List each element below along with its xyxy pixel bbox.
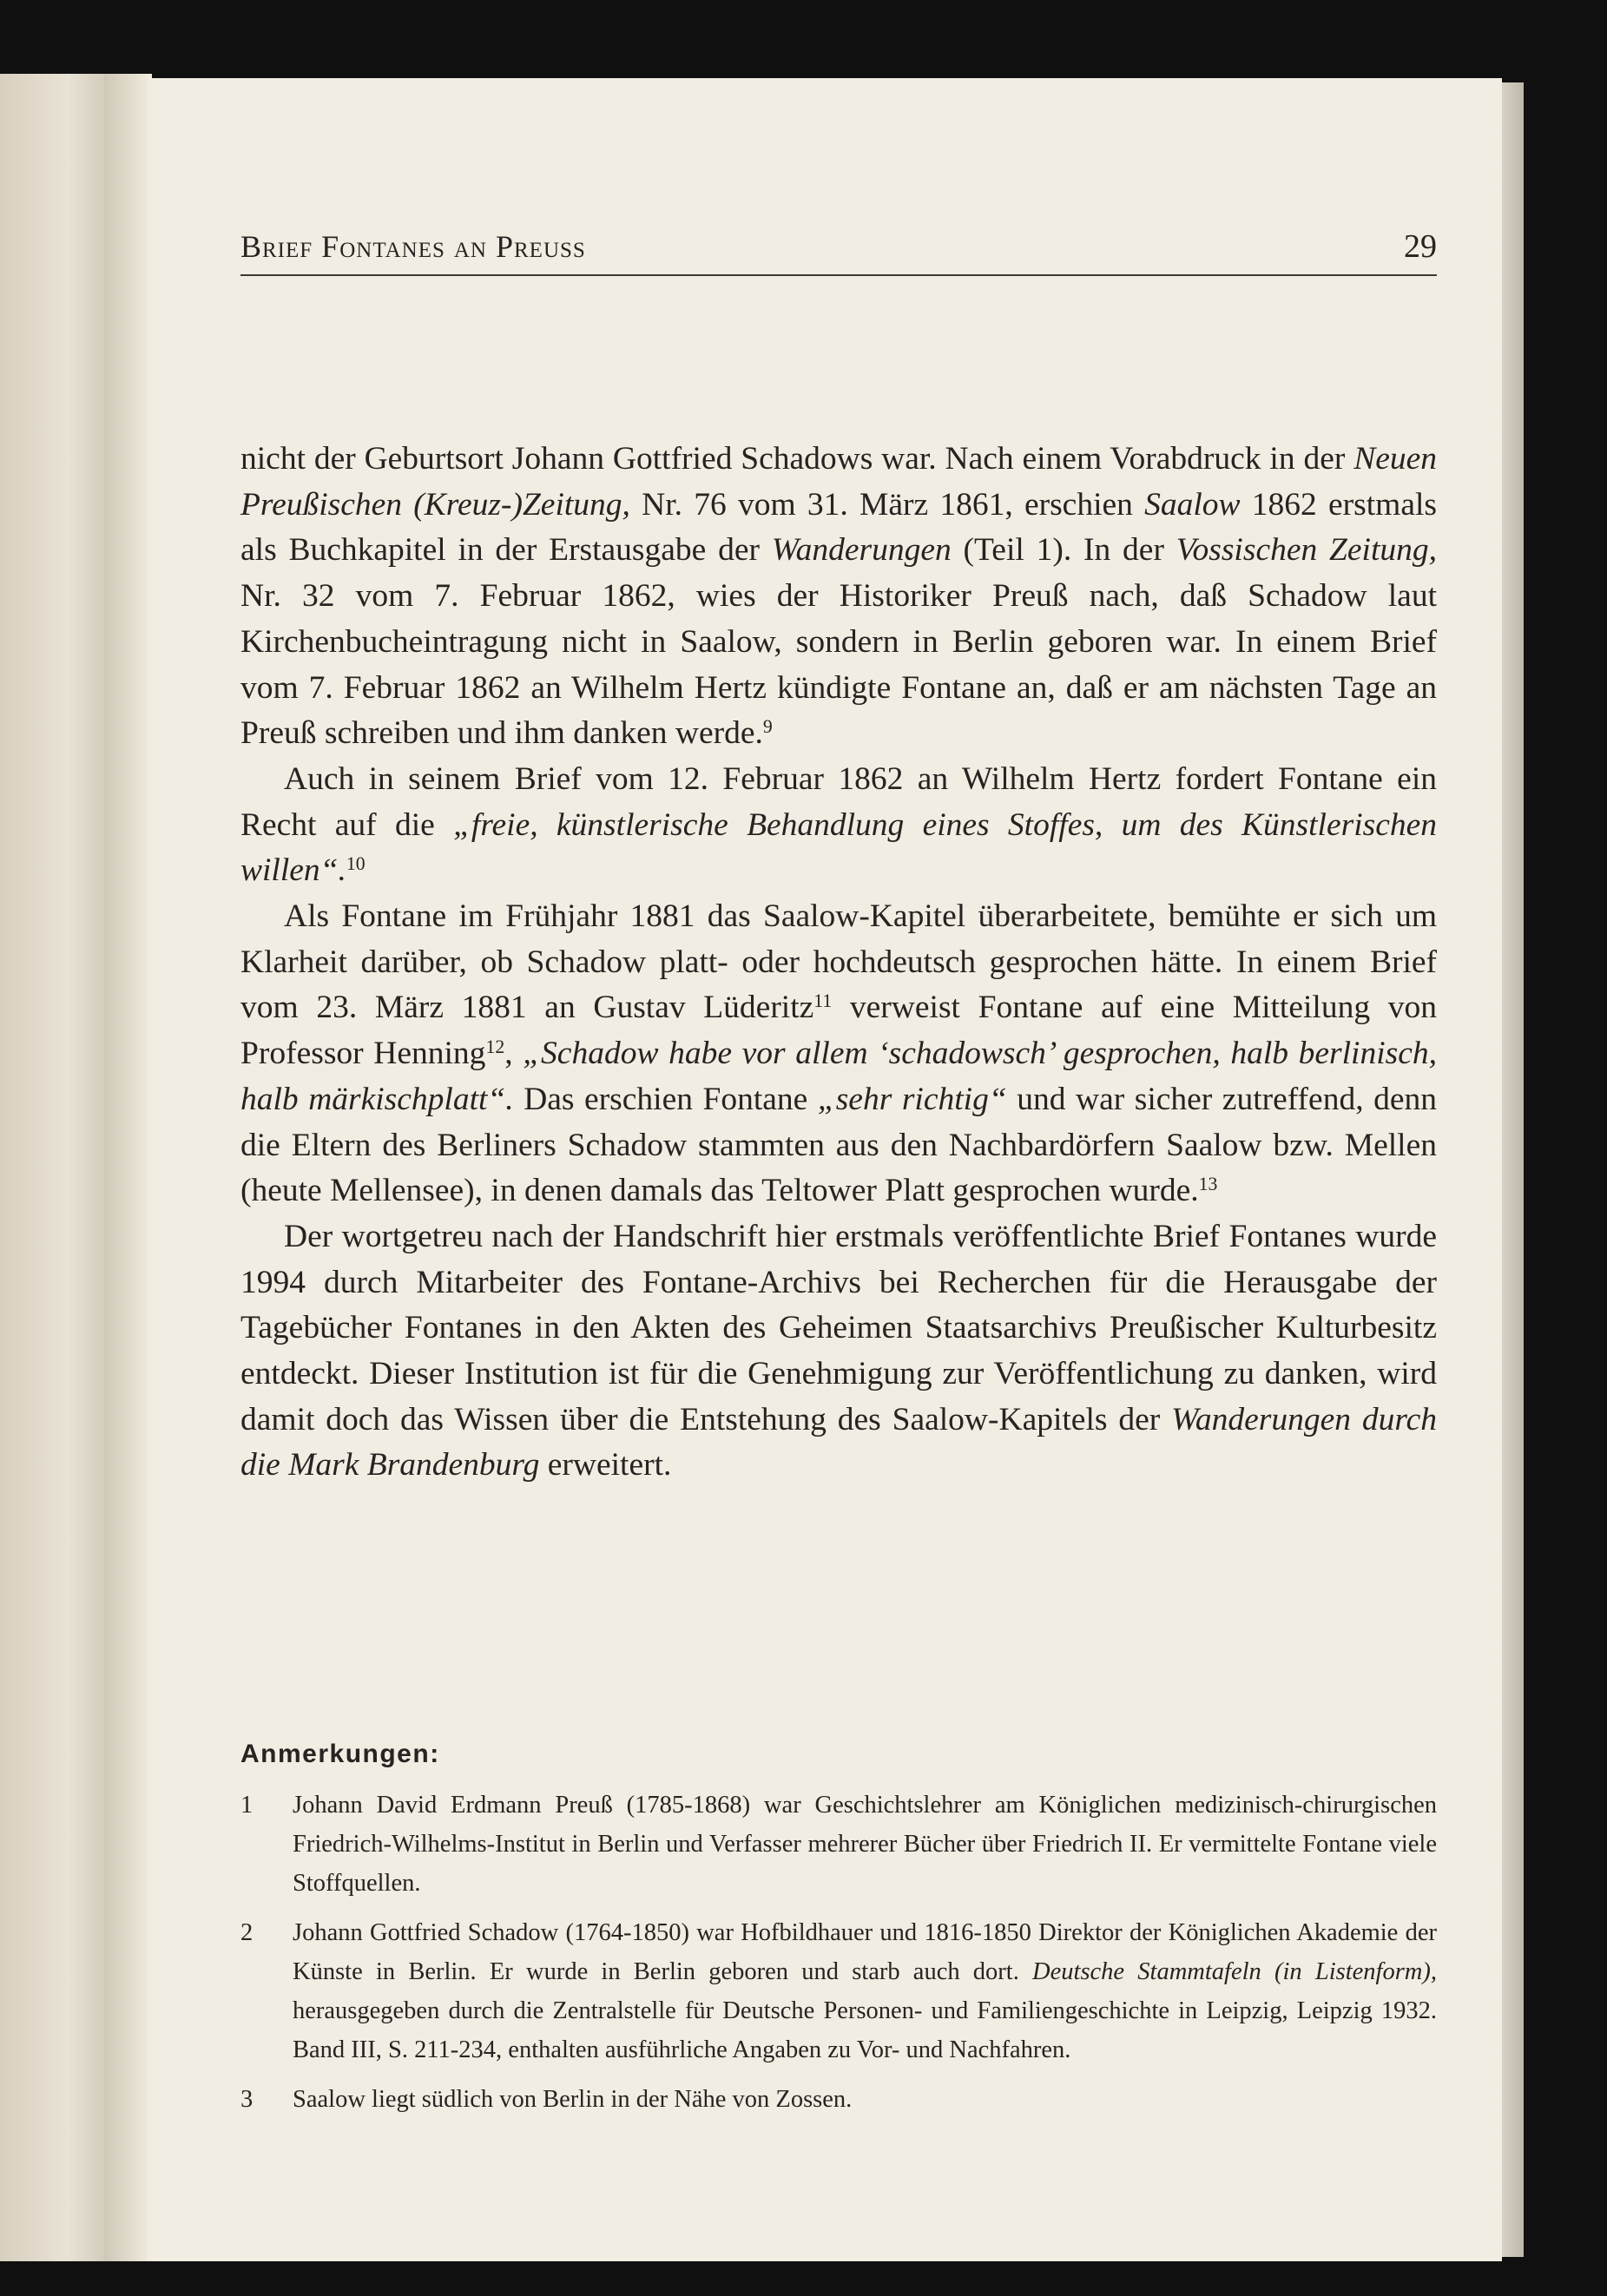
running-header bbox=[240, 219, 1437, 276]
footnote-ref: 13 bbox=[1198, 1174, 1218, 1195]
footnote-ref: 10 bbox=[346, 853, 366, 875]
left-page-edge bbox=[0, 74, 113, 2261]
paragraph-4: Der wortgetreu nach der Handschrift hier erstmals veröffentlichte Brief Fontanes wurde 1994 durch Mitarbeiter des Fontane-Archivs bei Recherchen für die Herausgabe der Tagebücher Fontanes in den Akten des Geheimen Staatsarchivs Preußischer Kulturbesitz entdeckt. Dieser Institution ist für die Genehmigung zur Veröffentlichung zu danken, wird damit doch das Wissen über die Entstehung des Saalow-Kapitels der Wanderungen durch die Mark Brandenburg erweitert. bbox=[240, 1218, 1437, 1484]
footnote-number: 2 bbox=[240, 1919, 254, 1946]
book-page bbox=[148, 78, 1502, 2261]
footnote-ref: 9 bbox=[762, 716, 773, 738]
paragraph-2: Auch in seinem Brief vom 12. Februar 1862 an Wilhelm Hertz fordert Fontane ein Recht auf die „freie, künstlerische Behandlung eines Stoffes, um des Künstlerischen willen“.$^{10}$ bbox=[240, 760, 1437, 889]
footnotes bbox=[240, 1734, 1437, 2129]
footnote-item bbox=[240, 2080, 1437, 2119]
main-text bbox=[240, 437, 1437, 1489]
footnote-text: Johann David Erdmann Preuß (1785-1868) war Geschichtslehrer am Königlichen medizinisch-chirurgischen Friedrich-Wilhelms-Institut in Berlin und Verfasser mehrerer Bücher über Friedrich II. Er vermittelte Fontane viele Stoffquellen. bbox=[293, 1792, 1437, 1897]
footnote-number: 1 bbox=[240, 1792, 254, 1819]
footnote-item bbox=[240, 1913, 1437, 2069]
footnote-ref: 12 bbox=[485, 1036, 505, 1058]
paragraph-1: nicht der Geburtsort Johann Gottfried Schadows war. Nach einem Vorabdruck in der Neuen Preußischen (Kreuz-)Zeitung, Nr. 76 vom 31. März 1861, erschien Saalow 1862 erstmals als Buchkapitel in der Erstausgabe der Wanderungen (Teil 1). In der Vossischen Zeitung, Nr. 32 vom 7. Februar 1862, wies der Historiker Preuß nach, daß Schadow laut Kirchenbucheintragung nicht in Saalow, sondern in Berlin geboren war. In einem Brief vom 7. Februar 1862 an Wilhelm Hertz kündigte Fontane an, daß er am nächsten Tage an Preuß schreiben und ihm danken werde.$^9$ bbox=[240, 441, 1438, 752]
footnote-text: Saalow liegt südlich von Berlin in der Nähe von Zossen. bbox=[293, 2086, 853, 2113]
footnote-ref: 11 bbox=[813, 990, 833, 1012]
footnote-text: Johann Gottfried Schadow (1764-1850) war Hofbildhauer und 1816-1850 Direktor der Königlichen Akademie der Künste in Berlin. Er wurde in Berlin geboren und starb auch dort. Deutsche Stammtafeln (in Listenform), herausgegeben durch die Zentralstelle für Deutsche Personen- und Familiengeschichte in Leipzig, Leipzig 1932. Band III, S. 211-234, enthalten ausführliche Angaben zu Vor- und Nachfahren. bbox=[293, 1919, 1437, 2063]
paragraph-3: Als Fontane im Frühjahr 1881 das Saalow-Kapitel überarbeitete, bemühte er sich um Klarheit darüber, ob Schadow platt- oder hochdeutsch gesprochen hätte. In einem Brief vom 23. März 1881 an Gustav Lüderitz$^{11}$ verweist Fontane auf eine Mitteilung von Professor Henning$^{12}$, „Schadow habe vor allem ‘schadowsch’ gesprochen, halb berlinisch, halb märkischplatt“. Das erschien Fontane „sehr richtig“ und war sicher zutreffend, denn die Eltern des Berliners Schadow stammten aus den Nachbardörfern Saalow bzw. Mellen (heute Mellensee), in denen damals das Teltower Platt gesprochen wurde.$^{13}$ bbox=[240, 898, 1438, 1209]
book-gutter bbox=[104, 74, 152, 2261]
notes-heading: Anmerkungen: bbox=[240, 1740, 440, 1768]
page-number: 29 bbox=[1404, 228, 1437, 265]
footnote-item bbox=[240, 1786, 1437, 1903]
running-title: Brief Fontanes an Preuss bbox=[240, 229, 586, 264]
footnote-number: 3 bbox=[240, 2086, 254, 2113]
